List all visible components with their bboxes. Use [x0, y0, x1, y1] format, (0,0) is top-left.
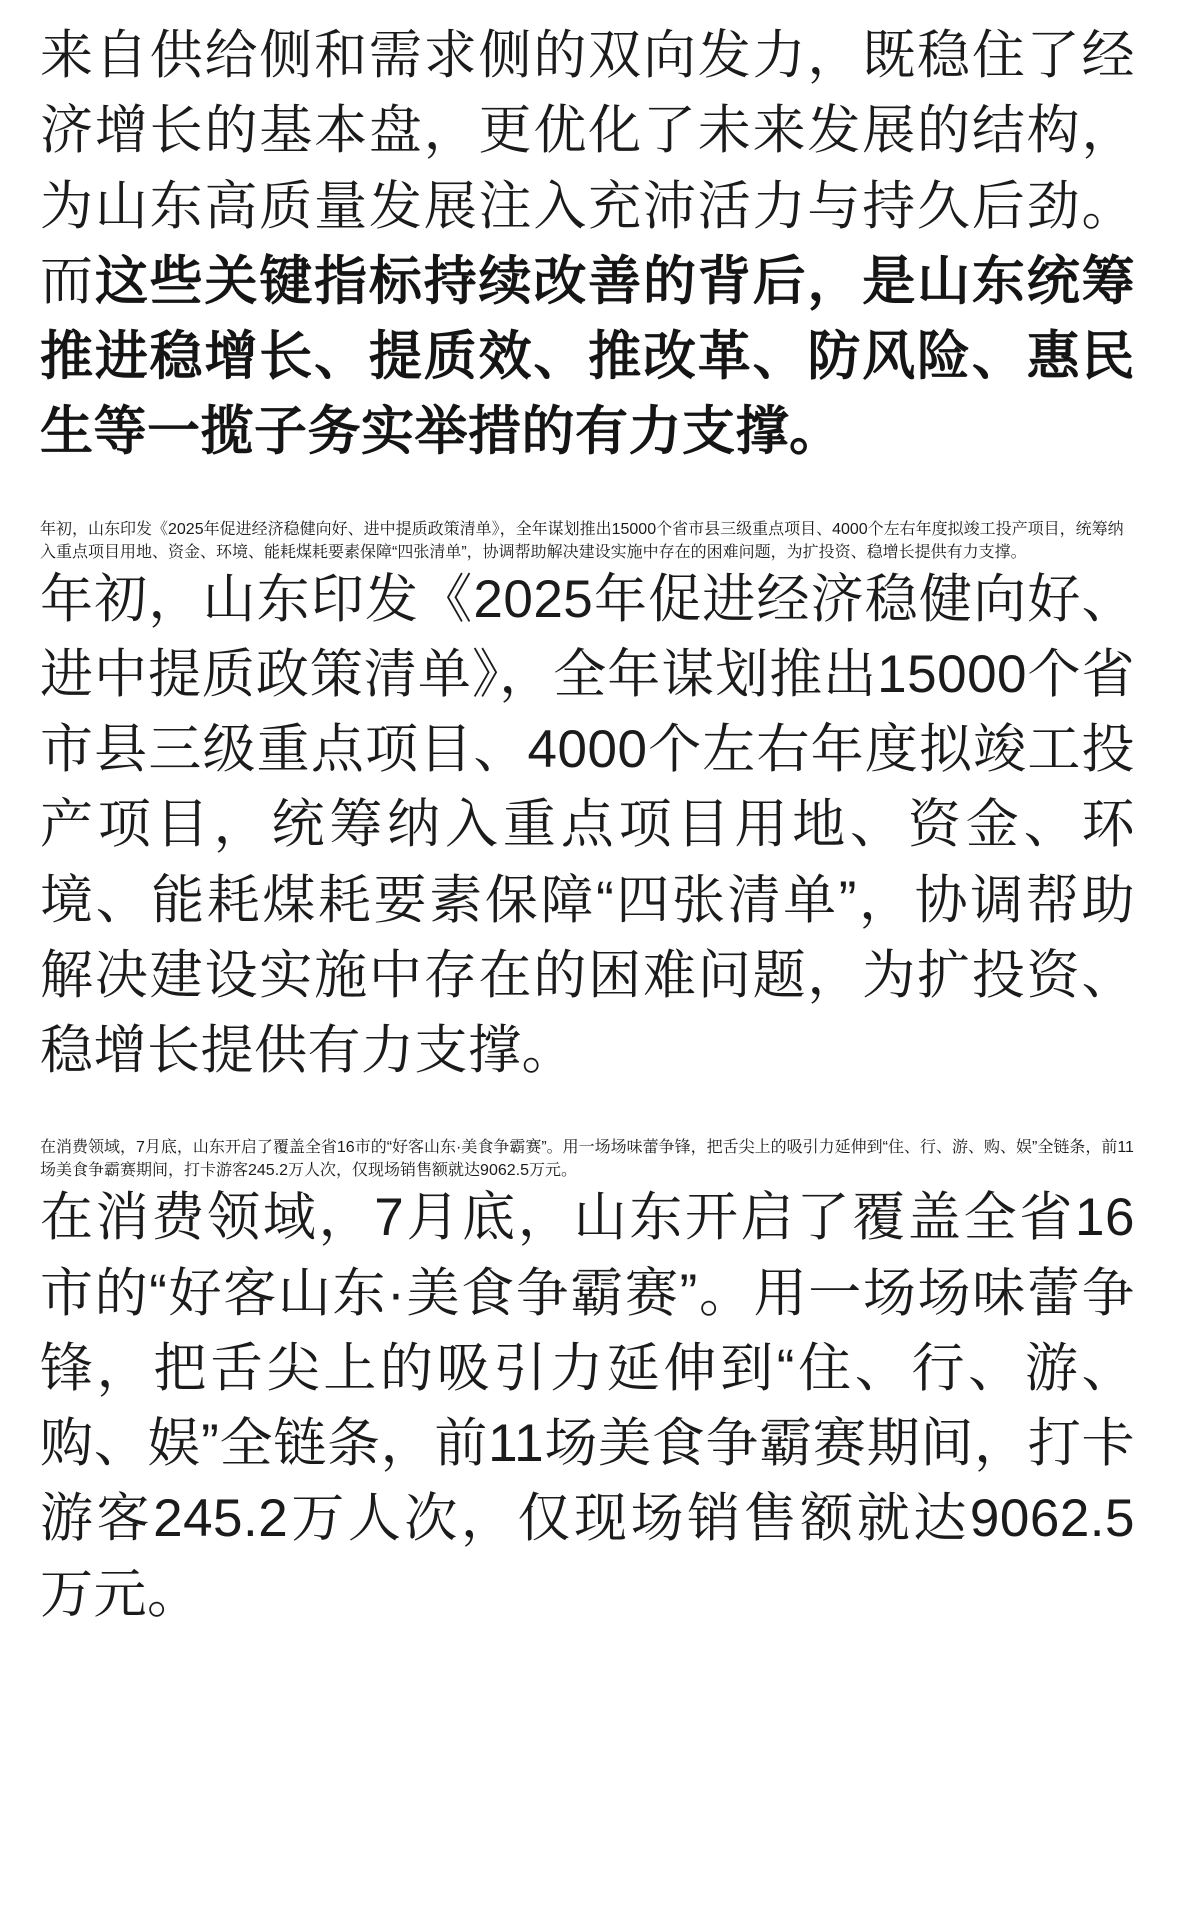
paragraph-text: 来自供给侧和需求侧的双向发力，既稳住了经济增长的基本盘，更优化了未来发展的结构，为山东高质量发展注入充沛活力与持久后劲。而: [40, 26, 1135, 311]
paragraph-text: 在消费领域，7月底，山东开启了覆盖全省16市的“好客山东·美食争霸赛”。用一场场味蕾争锋，把舌尖上的吸引力延伸到“住、行、游、购、娱”全链条，前11场美食争霸赛期间，打卡游客245.2万人次，仅现场销售额就达9062.5万元。: [40, 1139, 1134, 1180]
paragraph-text: 年初，山东印发《2025年促进经济稳健向好、进中提质政策清单》，全年谋划推出15000个省市县三级重点项目、4000个左右年度拟竣工投产项目，统筹纳入重点项目用地、资金、环境、能耗煤耗要素保障“四张清单”，协调帮助解决建设实施中存在的困难问题，为扩投资、稳增长提供有力支撑。: [40, 520, 1124, 561]
paragraph: [40, 562, 1135, 1089]
paragraph-text: 年初，山东印发《2025年促进经济稳健向好、进中提质政策清单》，全年谋划推出15000个省市县三级重点项目、4000个左右年度拟竣工投产项目，统筹纳入重点项目用地、资金、环境、能耗煤耗要素保障“四张清单”，协调帮助解决建设实施中存在的困难问题，为扩投资、稳增长提供有力支撑。: [40, 569, 1135, 1080]
article-body: [40, 18, 1135, 1632]
paragraph: [40, 18, 1135, 470]
paragraph-emphasis-text: 这些关键指标持续改善的背后，是山东统筹推进稳增长、提质效、推改革、防风险、惠民生等一揽子务实举措的有力支撑。: [40, 251, 1136, 462]
paragraph: [40, 1180, 1135, 1632]
paragraph-text: 在消费领域，7月底，山东开启了覆盖全省16市的“好客山东·美食争霸赛”。用一场场味蕾争锋，把舌尖上的吸引力延伸到“住、行、游、购、娱”全链条，前11场美食争霸赛期间，打卡游客245.2万人次，仅现场销售额就达9062.5万元。: [40, 1188, 1136, 1624]
